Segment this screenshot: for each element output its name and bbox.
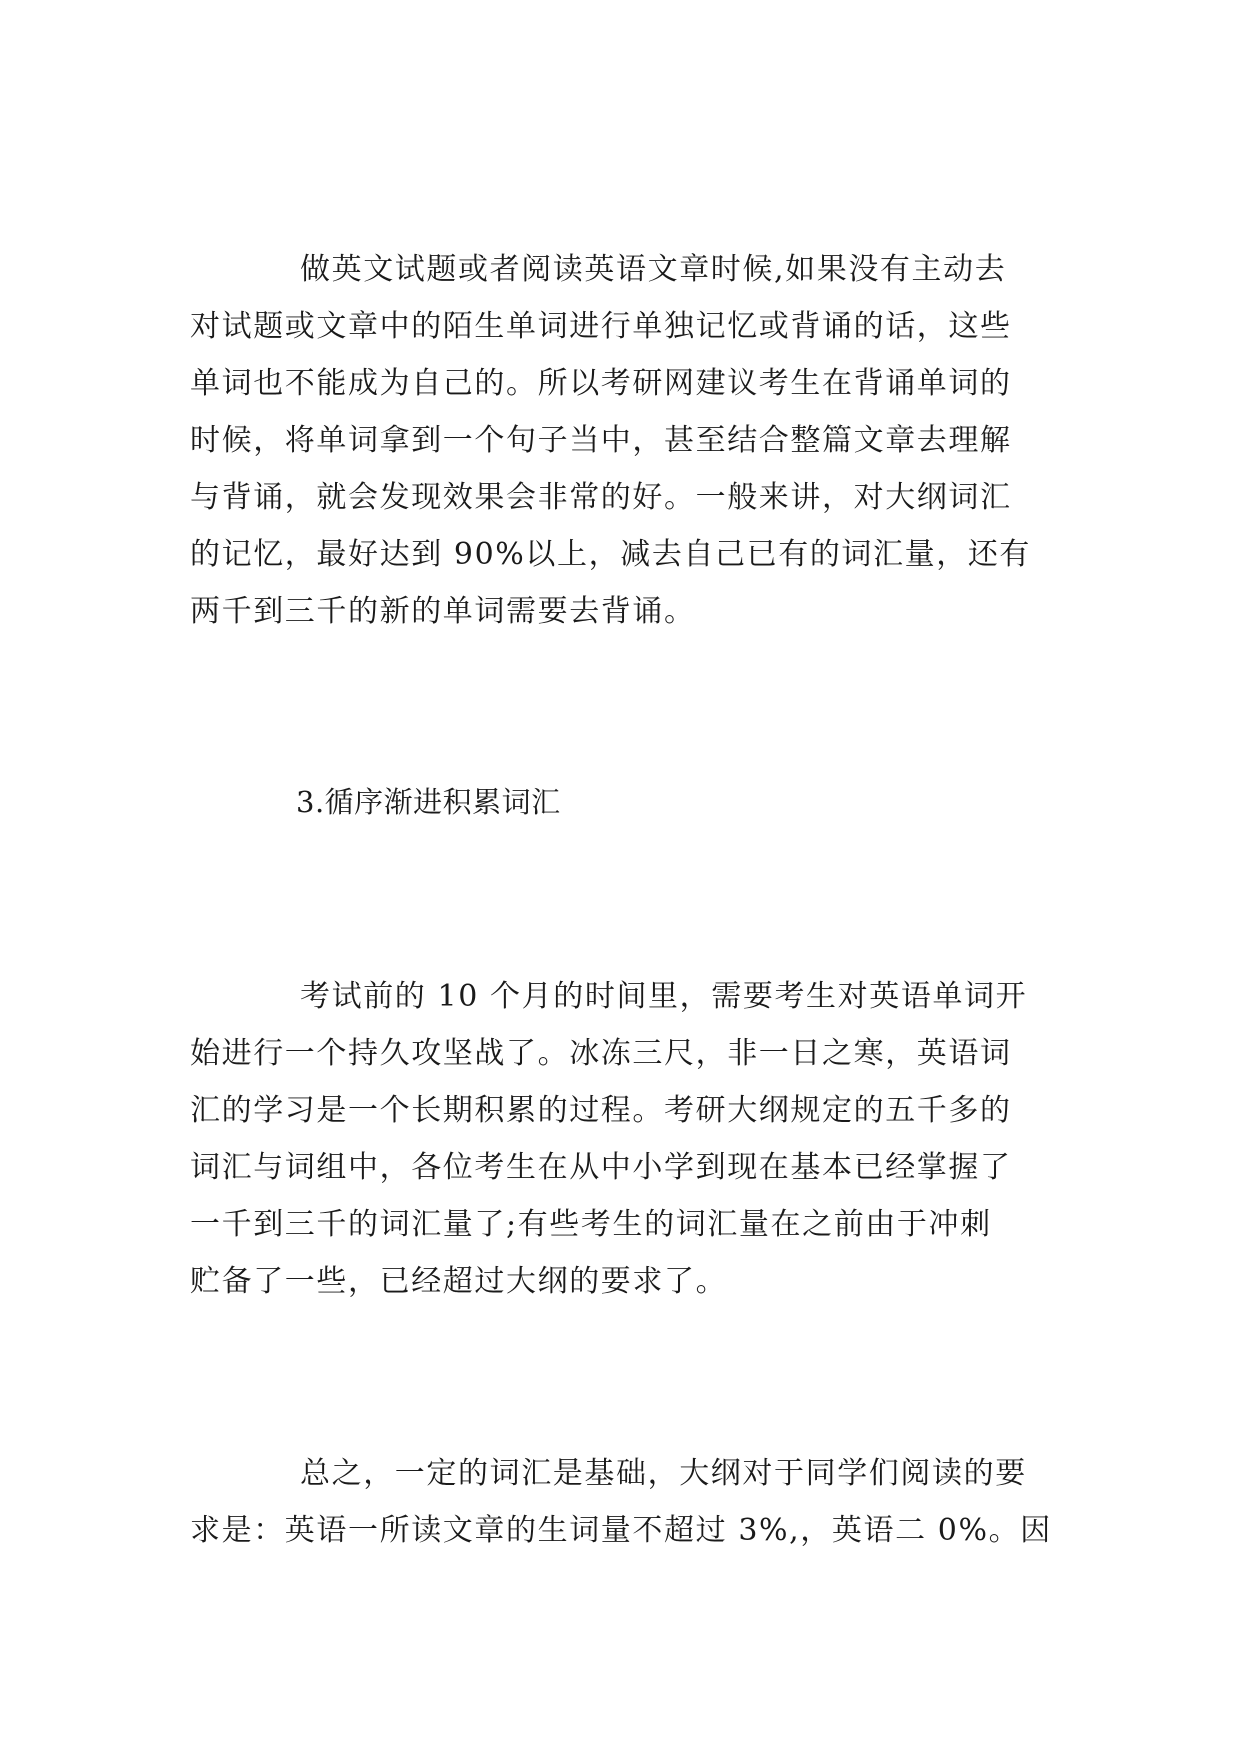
paragraph-line: 汇的学习是一个长期积累的过程。考研大纲规定的五千多的	[190, 1093, 1012, 1128]
paragraph-line: 始进行一个持久攻坚战了。冰冻三尺，非一日之寒，英语词	[190, 1036, 1012, 1071]
paragraph-line: 总之，一定的词汇是基础，大纲对于同学们阅读的要	[300, 1456, 1027, 1491]
paragraph-line: 对试题或文章中的陌生单词进行单独记忆或背诵的话，这些	[190, 309, 1012, 344]
paragraph-line: 时候，将单词拿到一个句子当中，甚至结合整篇文章去理解	[190, 423, 1012, 458]
paragraph-line: 两千到三千的新的单词需要去背诵。	[190, 594, 696, 629]
paragraph-gradual-accumulation	[190, 968, 1060, 1310]
paragraph-line: 词汇与词组中，各位考生在从中小学到现在基本已经掌握了	[190, 1150, 1012, 1185]
paragraph-line: 一千到三千的词汇量了;有些考生的词汇量在之前由于冲刺	[190, 1207, 992, 1242]
paragraph-summary	[190, 1445, 1060, 1559]
paragraph-vocabulary-memorization	[190, 241, 1060, 640]
section-heading-text: 3.循序渐进积累词汇	[296, 785, 561, 819]
section-heading	[190, 774, 1060, 831]
paragraph-line: 贮备了一些，已经超过大纲的要求了。	[190, 1264, 728, 1299]
paragraph-line: 求是：英语一所读文章的生词量不超过 3%,，英语二 0%。因	[190, 1513, 1052, 1548]
paragraph-line: 与背诵，就会发现效果会非常的好。一般来讲，对大纲词汇	[190, 480, 1012, 515]
paragraph-line: 考试前的 10 个月的时间里，需要考生对英语单词开	[300, 979, 1028, 1014]
paragraph-line: 做英文试题或者阅读英语文章时候,如果没有主动去	[300, 252, 1007, 287]
paragraph-line: 单词也不能成为自己的。所以考研网建议考生在背诵单词的	[190, 366, 1012, 401]
paragraph-line: 的记忆，最好达到 90%以上，减去自己已有的词汇量，还有	[190, 537, 1032, 572]
